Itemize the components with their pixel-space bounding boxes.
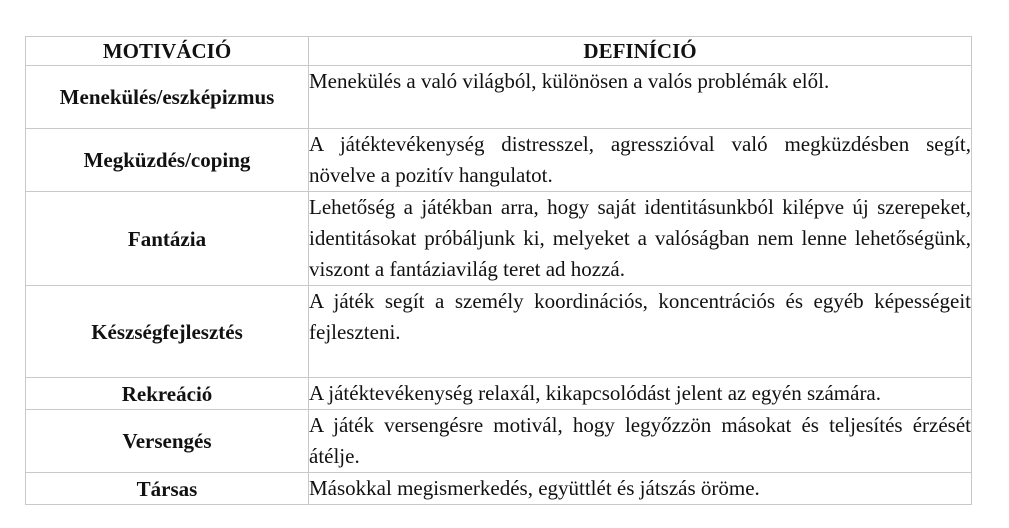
motivation-cell: Versengés	[26, 410, 309, 473]
table-row	[26, 473, 972, 505]
motivation-cell: Rekreáció	[26, 378, 309, 410]
header-motivation: MOTIVÁCIÓ	[26, 37, 309, 66]
definition-cell: A játéktevékenység distresszel, agresszióval való megküzdésben segít, növelve a pozitív hangulatot.	[309, 129, 972, 192]
motivation-table	[25, 36, 972, 505]
motivation-cell: Megküzdés/coping	[26, 129, 309, 192]
definition-cell: A játéktevékenység relaxál, kikapcsolódást jelent az egyén számára.	[309, 378, 972, 410]
table-header	[26, 37, 972, 66]
definition-cell: Lehetőség a játékban arra, hogy saját identitásunkból kilépve új szerepeket, identitásokat próbáljunk ki, melyeket a valóságban nem lenne lehetőségünk, viszont a fantáziavilág teret ad hozzá.	[309, 192, 972, 286]
table-row	[26, 378, 972, 410]
header-row	[26, 37, 972, 66]
motivation-cell: Menekülés/eszképizmus	[26, 66, 309, 129]
definition-cell: A játék versengésre motivál, hogy legyőzzön másokat és teljesítés érzését átélje.	[309, 410, 972, 473]
motivation-cell: Készségfejlesztés	[26, 286, 309, 378]
definition-cell: A játék segít a személy koordinációs, koncentrációs és egyéb képességeit fejleszteni.	[309, 286, 972, 378]
table-row	[26, 66, 972, 129]
motivation-cell: Társas	[26, 473, 309, 505]
table-row	[26, 410, 972, 473]
table-row	[26, 192, 972, 286]
header-definition: DEFINÍCIÓ	[309, 37, 972, 66]
table-body	[26, 66, 972, 505]
definition-cell: Másokkal megismerkedés, együttlét és játszás öröme.	[309, 473, 972, 505]
definition-cell: Menekülés a való világból, különösen a valós problémák elől.	[309, 66, 972, 129]
table-row	[26, 286, 972, 378]
motivation-cell: Fantázia	[26, 192, 309, 286]
table-row	[26, 129, 972, 192]
